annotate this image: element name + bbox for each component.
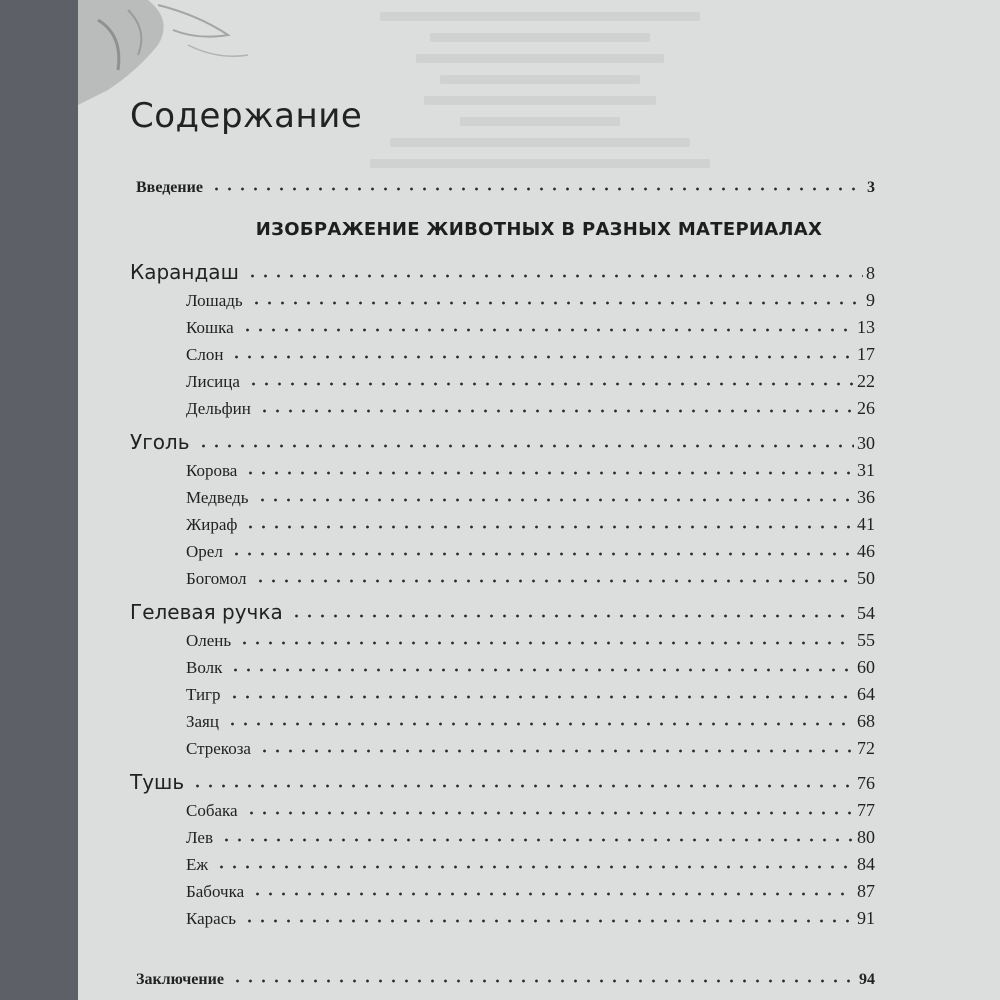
toc-subentry[interactable] xyxy=(78,903,1000,929)
toc-entry-label: Слон xyxy=(186,345,224,364)
toc-entry-label: Уголь xyxy=(130,430,190,454)
toc-entry-page: 77 xyxy=(857,800,875,820)
toc-entry-page: 22 xyxy=(857,371,875,391)
dot-leader xyxy=(290,614,854,618)
dot-leader xyxy=(251,892,854,896)
toc-subentry[interactable] xyxy=(78,625,1000,651)
dot-leader xyxy=(254,579,854,583)
dot-leader xyxy=(256,498,854,502)
toc-entry-label: Медведь xyxy=(186,488,249,507)
dot-leader xyxy=(228,695,854,699)
toc-entry-page: 13 xyxy=(857,317,875,337)
toc-entry-page: 8 xyxy=(866,263,875,283)
toc-entry-page: 41 xyxy=(857,514,875,534)
toc-entry-label: Жираф xyxy=(186,515,238,534)
toc-entry-page: 87 xyxy=(857,881,875,901)
toc-entry-page: 3 xyxy=(867,179,875,196)
toc-subentry[interactable] xyxy=(78,876,1000,902)
toc-entry-label: Заключение xyxy=(136,971,224,988)
dot-leader xyxy=(231,979,856,983)
dot-leader xyxy=(238,641,854,645)
dot-leader xyxy=(244,525,854,529)
dot-leader xyxy=(250,301,863,305)
toc-entry-page: 31 xyxy=(857,460,875,480)
toc-subentry[interactable] xyxy=(78,285,1000,311)
dot-leader xyxy=(245,811,854,815)
dot-leader xyxy=(258,749,854,753)
dot-leader xyxy=(215,865,854,869)
toc-entry-label: Олень xyxy=(186,631,232,650)
dot-leader xyxy=(226,722,854,726)
dot-leader xyxy=(243,919,854,923)
toc-entry-page: 30 xyxy=(857,433,875,453)
toc-subentry[interactable] xyxy=(78,733,1000,759)
toc-entry-page: 80 xyxy=(857,827,875,847)
illustration-fragment-icon xyxy=(78,0,298,110)
toc-chapter-entry[interactable] xyxy=(78,258,1000,284)
toc-entry-page: 68 xyxy=(857,711,875,731)
dot-leader xyxy=(241,328,854,332)
toc-subentry[interactable] xyxy=(78,509,1000,535)
toc-subentry[interactable] xyxy=(78,679,1000,705)
toc-entry-label: Лев xyxy=(186,828,213,847)
dot-leader xyxy=(229,668,854,672)
toc-chapter-entry[interactable] xyxy=(78,428,1000,454)
toc-entry-label: Карась xyxy=(186,909,237,928)
toc-entry-page: 26 xyxy=(857,398,875,418)
toc-subentry[interactable] xyxy=(78,652,1000,678)
toc-entry-label: Гелевая ручка xyxy=(130,600,283,624)
dot-leader xyxy=(247,382,854,386)
toc-entry-page: 50 xyxy=(857,568,875,588)
toc-entry-conclusion[interactable] xyxy=(78,963,1000,989)
dot-leader xyxy=(197,444,854,448)
toc-subentry[interactable] xyxy=(78,339,1000,365)
toc-entry-page: 55 xyxy=(857,630,875,650)
toc-entry-label: Тигр xyxy=(186,685,221,704)
dot-leader xyxy=(230,552,854,556)
toc-subentry[interactable] xyxy=(78,706,1000,732)
toc-entry-label: Корова xyxy=(186,461,238,480)
book-page xyxy=(78,0,1000,1000)
toc-entry-page: 36 xyxy=(857,487,875,507)
toc-entry-label: Карандаш xyxy=(130,260,239,284)
toc-entry-page: 9 xyxy=(866,290,875,310)
toc-entry-label: Лисица xyxy=(186,372,240,391)
toc-entry-label: Введение xyxy=(136,179,203,196)
dot-leader xyxy=(210,187,864,191)
toc-entry-label: Кошка xyxy=(186,318,234,337)
toc-entry-label: Богомол xyxy=(186,569,247,588)
toc-entry-label: Дельфин xyxy=(186,399,251,418)
toc-entry-page: 54 xyxy=(857,603,875,623)
toc-entry-label: Собака xyxy=(186,801,238,820)
page-title: Содержание xyxy=(130,96,363,136)
toc-entry-page: 46 xyxy=(857,541,875,561)
dot-leader xyxy=(230,355,854,359)
toc-subentry[interactable] xyxy=(78,849,1000,875)
toc-subentry[interactable] xyxy=(78,482,1000,508)
toc-entry-label: Еж xyxy=(186,855,209,874)
dot-leader xyxy=(220,838,854,842)
toc-entry-label: Бабочка xyxy=(186,882,245,901)
toc-entry-label: Заяц xyxy=(186,712,219,731)
toc-entry-page: 72 xyxy=(857,738,875,758)
toc-entry-page: 84 xyxy=(857,854,875,874)
toc-subentry[interactable] xyxy=(78,563,1000,589)
toc-subentry[interactable] xyxy=(78,536,1000,562)
dot-leader xyxy=(258,409,854,413)
dot-leader xyxy=(246,274,863,278)
toc-subentry[interactable] xyxy=(78,822,1000,848)
toc-entry-label: Волк xyxy=(186,658,223,677)
bleed-through-text xyxy=(340,0,740,170)
toc-entry-page: 60 xyxy=(857,657,875,677)
toc-entry-page: 76 xyxy=(857,773,875,793)
toc-subentry[interactable] xyxy=(78,455,1000,481)
toc-subentry[interactable] xyxy=(78,312,1000,338)
toc-entry-intro[interactable] xyxy=(78,171,1000,197)
dot-leader xyxy=(244,471,854,475)
toc-entry-label: Лошадь xyxy=(186,291,243,310)
toc-subentry[interactable] xyxy=(78,366,1000,392)
toc-subentry[interactable] xyxy=(78,795,1000,821)
dot-leader xyxy=(191,784,854,788)
toc-entry-label: Орел xyxy=(186,542,223,561)
toc-entry-label: Стрекоза xyxy=(186,739,251,758)
toc-entry-page: 94 xyxy=(859,971,875,988)
toc-chapter-entry[interactable] xyxy=(78,768,1000,794)
toc-chapter-entry[interactable] xyxy=(78,598,1000,624)
toc-entry-page: 64 xyxy=(857,684,875,704)
toc-entry-label: Тушь xyxy=(130,770,185,794)
toc-entry-page: 17 xyxy=(857,344,875,364)
section-heading: ИЗОБРАЖЕНИЕ ЖИВОТНЫХ В РАЗНЫХ МАТЕРИАЛАХ xyxy=(255,219,823,240)
toc-subentry[interactable] xyxy=(78,393,1000,419)
toc-entry-page: 91 xyxy=(857,908,875,928)
